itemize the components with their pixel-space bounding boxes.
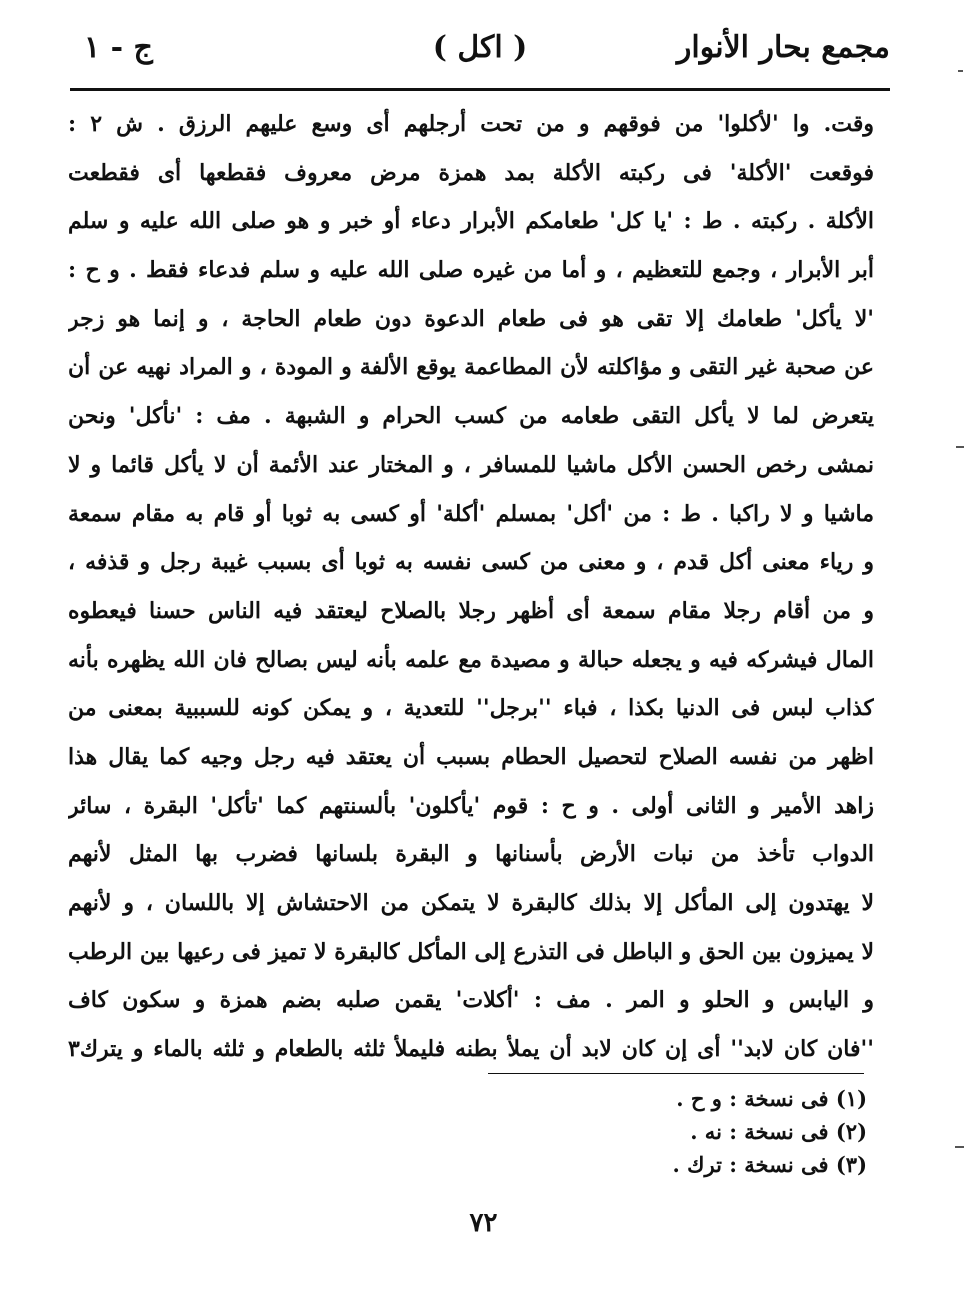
text-line: لا يميزون بين الحق و الباطل فى التذرع إلى المأكل كالبقرة لا تميز فى رعيها بين الرطب xyxy=(68,938,874,965)
text-line: فوقعت 'الأكلة' فى ركبته الأكلة بمد همزة مرض معروف فقطعها أى فقطعت xyxy=(68,159,874,186)
entry-title: ( اكل ) xyxy=(432,30,528,65)
text-line: الدواب تأخذ من نبات الأرض بأسنانها و البقرة بلسانها فضرب بها المثل لأنهم xyxy=(68,841,874,868)
text-line: كذاب لبس فى الدنيا بكذا ، فباء ''برجل'' للتعدية ، و يمكن كونه للسببية بمعنى من xyxy=(68,695,874,722)
volume-number: ج - ١ xyxy=(84,30,153,65)
text-line: يتعرض لما لا يأكل التقى طعامه من كسب الحرام و الشبهة . مف : 'نأكل' ونحن xyxy=(68,403,874,430)
text-line: أبر الأبرار ، وجمع للتعظيم ، و أما من غيره صلى الله عليه و سلم فدعاء فقط . و ح : xyxy=(68,257,874,284)
footnote: (٣) فى نسخة : ترك . xyxy=(672,1152,867,1177)
text-line: اظهر من نفسه الصلاح لتحصيل الحطام بسبب أن يعتقد فيه رجل وجيه كما يقال هذا xyxy=(68,743,874,770)
text-line: لا يهتدون إلى المأكل إلا بذلك كالبقرة لا يتمكن من الاحتشاش إلا باللسان ، و لأنهم xyxy=(68,890,874,916)
footnote-separator xyxy=(488,1073,864,1074)
footnote: (٢) فى نسخة : نه . xyxy=(690,1119,867,1144)
text-line: نمشى رخص الحسن الأكل ماشيا للمسافر ، و المختار عند الأئمة أن لا يأكل قائما و لا xyxy=(68,451,874,478)
book-title: مجمع بحار الأنوار xyxy=(676,30,890,65)
scan-mark xyxy=(958,70,963,72)
text-line: الأكلة . ركبته . ط : 'يا كل' طعامكم الأبرار دعاء أو خبر و هو صلى الله عليه و سلم xyxy=(68,208,874,235)
footnotes xyxy=(467,1082,867,1181)
text-line: ماشيا و لا راكبا . ط : من 'أكل' بمسلم 'أكلة' أو كسى به ثوبا أو قام به مقام سمعة xyxy=(68,500,874,527)
text-line: ''فان كان لابد'' أى إن كان لابد أن يملأ بطنه فليملأ ثلثه بالطعام و ثلثه بالماء و يترك٣ xyxy=(68,1036,874,1063)
running-header xyxy=(70,30,890,80)
text-line: و من أقام رجلا مقام سمعة أى أظهر رجلا بالصلاح ليعتقد فيه الناس حسنا فيعطوه xyxy=(68,597,874,624)
page-number: ٧٢ xyxy=(469,1208,498,1238)
scan-mark xyxy=(956,446,964,448)
text-line: و اليابس و الحلو و المر . مف : 'أكلات' يقمن صلبه بضم همزة و سكون كاف xyxy=(68,987,874,1014)
text-line: و رياء معنى أكل قدم ، و معنى من كسى نفسه به ثوبا أى بسبب غيبة رجل و قذفه ، xyxy=(68,549,874,576)
header-rule xyxy=(70,88,890,91)
main-text xyxy=(68,100,874,1074)
text-line: المال فيشركه فيه و يجعله حبالة و مصيدة مع علمه بأنه ليس بصالح فان الله يظهره بأنه xyxy=(68,646,874,673)
scan-mark xyxy=(955,1146,964,1148)
text-line: عن صحبة غير التقى و مؤاكلته لأن المطاعمة يوقع الألفة و المودة ، و المراد نهيه عن أن xyxy=(68,354,874,381)
text-line: 'لا يأكل' طعامك إلا تقى هو فى طعام الدعوة دون طعام الحاجة ، و إنما هو زجر xyxy=(68,305,874,332)
footnote: (١) فى نسخة : و ح . xyxy=(676,1086,867,1111)
text-line: زاهد الأمير و الثانى أولى . و ح : قوم 'يأكلون' بألسنتهم كما 'تأكل' البقرة ، سائر xyxy=(68,792,874,819)
text-line: وقت. وا 'لأكلوا' من فوقهم و من تحت أرجلهم أى وسع عليهم الرزق . ش ٢ : xyxy=(68,111,874,137)
